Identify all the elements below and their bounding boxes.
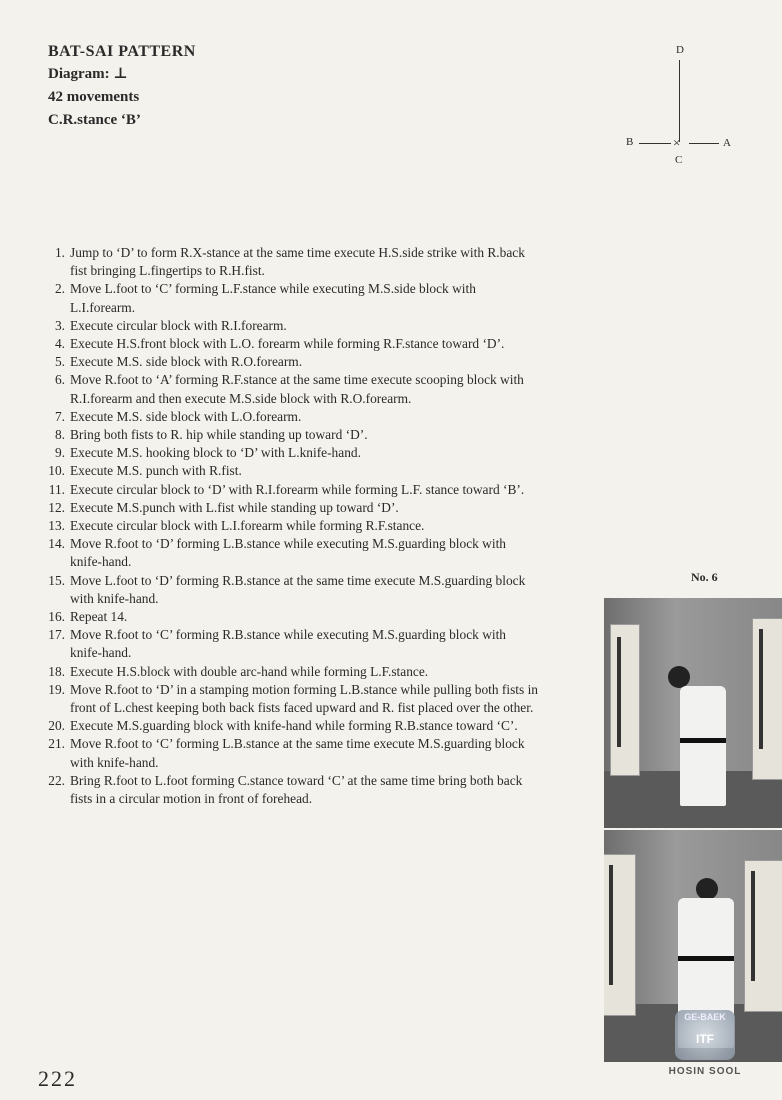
list-item: 6. Move R.foot to ‘A’ forming R.F.stance at the same time execute scooping block with R.I.forearm and then execute M.S.side block with R.O.forearm. — [54, 372, 524, 406]
list-item: 10. Execute M.S. punch with R.fist. — [48, 463, 242, 479]
calligraphy-scroll — [752, 618, 782, 780]
list-item: 1. Jump to ‘D’ to form R.X-stance at the same time execute H.S.side strike with R.back fist bringing L.fingertips to R.H.fist. — [54, 245, 525, 279]
list-item: 7. Execute M.S. side block with L.O.forearm. — [54, 408, 302, 424]
list-item: 9. Execute M.S. hooking block to ‘D’ with L.knife-hand. — [54, 445, 361, 461]
diagram-d-label: D — [676, 44, 684, 56]
list-item: 18. Execute H.S.block with double arc-hand while forming L.F.stance. — [48, 663, 429, 679]
list-item: 14. Move R.foot to ‘D’ forming L.B.stance while executing M.S.guarding block with knife-hand. — [48, 536, 506, 570]
movements-count: 42 movements — [48, 89, 140, 105]
list-item: 13. Execute circular block with L.I.forearm while forming R.F.stance. — [48, 518, 425, 534]
pattern-header — [48, 40, 196, 132]
diagram-center-x-icon: × — [673, 135, 681, 150]
direction-diagram — [622, 42, 742, 172]
watermark-logo: GE-BAEK ITF HOSIN SOOL — [668, 1012, 742, 1077]
movement-list — [44, 244, 539, 808]
practitioner-belt — [678, 956, 734, 961]
diagram-a-label: A — [723, 137, 731, 149]
diagram-c-label: C — [675, 154, 683, 166]
photo-number-label: No. 6 — [691, 570, 718, 584]
diagram-right-line — [689, 143, 719, 144]
practitioner-head — [668, 666, 690, 688]
list-item: 20. Execute M.S.guarding block with knife-hand while forming R.B.stance toward ‘C’. — [48, 718, 518, 734]
list-item: 11. Execute circular block to ‘D’ with R.I.forearm while forming L.F. stance toward ‘B’. — [48, 481, 525, 497]
list-item: 21. Move R.foot to ‘C’ forming L.B.stance at the same time execute M.S.guarding block with knife-hand. — [48, 736, 525, 770]
list-item: 2. Move L.foot to ‘C’ forming L.F.stance while executing M.S.side block with L.I.forearm. — [54, 281, 476, 315]
list-item: 8. Bring both fists to R. hip while standing up toward ‘D’. — [54, 427, 368, 443]
list-item: 16. Repeat 14. — [48, 609, 128, 625]
practitioner-body — [680, 686, 726, 806]
list-item: 17. Move R.foot to ‘C’ forming R.B.stance while executing M.S.guarding block with knife-hand. — [48, 627, 506, 661]
photo-top — [604, 598, 782, 828]
list-item: 3. Execute circular block with R.I.forearm. — [54, 317, 287, 333]
list-item: 22. Bring R.foot to L.foot forming C.stance toward ‘C’ at the same time bring both back fists in a circular motion in front of forehead. — [48, 772, 523, 807]
diagram-label: Diagram: ⊥ — [48, 66, 128, 82]
list-item: 12. Execute M.S.punch with L.fist while standing up toward ‘D’. — [48, 499, 399, 515]
calligraphy-scroll — [610, 624, 640, 776]
pattern-title: BAT-SAI PATTERN — [48, 43, 196, 60]
practitioner-belt — [680, 738, 726, 743]
list-item: 19. Move R.foot to ‘D’ in a stamping motion forming L.B.stance while pulling both fists in front of L.chest keeping both back fists faced upward and R. fist placed over the other. — [48, 681, 539, 716]
ready-stance: C.R.stance ‘B’ — [48, 112, 141, 128]
calligraphy-scroll — [604, 854, 636, 1016]
list-item: 4. Execute H.S.front block with L.O. forearm while forming R.F.stance toward ‘D’. — [54, 336, 505, 352]
page-number: 222 — [38, 1066, 77, 1091]
list-item: 15. Move L.foot to ‘D’ forming R.B.stance at the same time execute M.S.guarding block with knife-hand. — [48, 572, 526, 606]
diagram-b-label: B — [626, 136, 634, 148]
practitioner-head — [696, 878, 718, 900]
list-item: 5. Execute M.S. side block with R.O.forearm. — [54, 354, 303, 370]
diagram-left-line — [639, 143, 671, 144]
diagram-vertical-line — [679, 60, 680, 142]
calligraphy-scroll — [744, 860, 782, 1012]
